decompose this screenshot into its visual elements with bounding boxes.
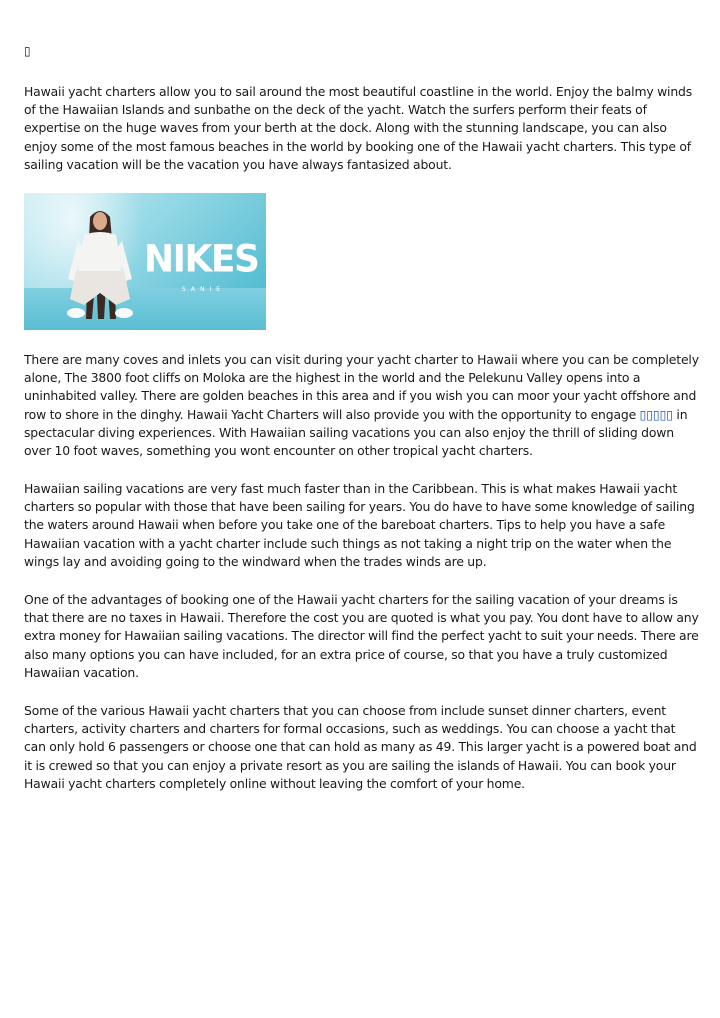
paragraph-intro: Hawaii yacht charters allow you to sail around the most beautiful coastline in the world. Enjoy the balmy winds of the Hawaiian Islands and sunbathe on the deck of the yacht. Watch the surfers perform their feats of expertise on the huge waves from your berth at the dock. Along with the stunning landscape, you can also enjoy some of the most famous beaches in the world by booking one of the Hawaii yacht charters. This type of sailing vacation will be the vacation you have always fantasized about. (24, 84, 693, 172)
hero-sub-text: SANIE (182, 286, 226, 293)
inline-link[interactable]: ▯▯▯▯▯ (639, 406, 673, 422)
hero-image (24, 193, 266, 330)
person-figure-icon (60, 201, 140, 326)
paragraph-coves (24, 351, 700, 460)
placeholder-glyph: ▯ (24, 44, 31, 58)
paragraph-coves-text-b: in spectacular diving experiences. With Hawaiian sailing vacations you can also enjoy the thrill of sliding down over 10 foot waves, something you wont encounter on other tropical yacht charters. (24, 406, 688, 459)
paragraph-coves-text-a: There are many coves and inlets you can visit during your yacht charter to Hawaii where you can be completely alone, The 3800 foot cliffs on Moloka are the highest in the world and the Pelekunu Valley opens into a uninhabited valley. There are golden beaches in this area and if you wish you can moor your yacht offshore and row to shore in the dinghy. Hawaii Yacht Charters will also provide you with the opportunity to engage (24, 352, 699, 422)
paragraph-options: Some of the various Hawaii yacht charters that you can choose from include sunset dinner charters, event charters, activity charters and charters for formal occasions, such as weddings. You can choose a yacht that can only hold 6 passengers or choose one that can hold as many as 49. This larger yacht is a powered boat and it is crewed so that you can enjoy a private resort as you are sailing the islands of Hawaii. You can book your Hawaii yacht charters completely online without leaving the comfort of your home. (24, 703, 697, 791)
paragraph-speed: Hawaiian sailing vacations are very fast much faster than in the Caribbean. This is what makes Hawaii yacht charters so popular with those that have been sailing for years. You do have to have some knowledge of sailing the waters around Hawaii when before you take one of the bareboat charters. Tips to help you have a safe Hawaiian vacation with a yacht charter include such things as not taking a night trip on the water when the wings lay and avoiding going to the windward when the trades winds are up. (24, 481, 695, 569)
hero-brand-text: NIKES (144, 237, 259, 281)
paragraph-advantages: One of the advantages of booking one of the Hawaii yacht charters for the sailing vacation of your dreams is that there are no taxes in Hawaii. Therefore the cost you are quoted is what you pay. You dont have to allow any extra money for Hawaiian sailing vacations. The director will find the perfect yacht to suit your needs. There are also many options you can have included, for an extra price of course, so that you have a truly customized Hawaiian vacation. (24, 592, 699, 680)
